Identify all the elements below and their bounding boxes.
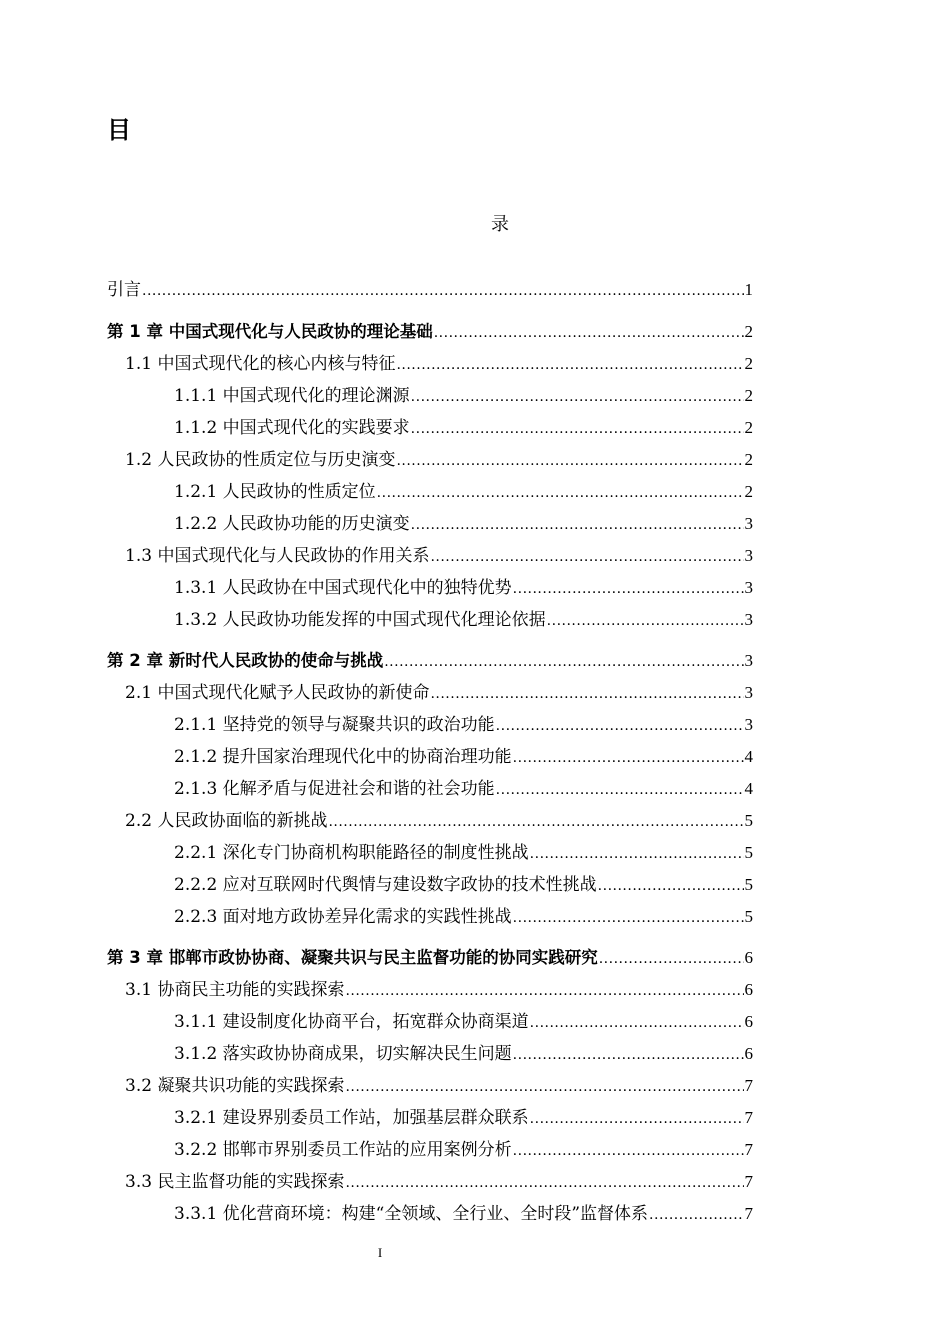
dot-leader	[496, 713, 744, 739]
toc-entry-title: 1.2.2 人民政协功能的历史演变	[174, 514, 410, 534]
toc-entry-page-number: 7	[744, 1204, 753, 1223]
toc-entry[interactable]	[107, 1041, 753, 1067]
toc-entry[interactable]	[107, 977, 753, 1003]
toc-entry-title: 2.1.1 坚持党的领导与凝聚共识的政治功能	[174, 715, 495, 735]
dot-leader	[411, 384, 744, 410]
dot-leader	[411, 512, 744, 538]
dot-leader	[513, 1042, 744, 1068]
dot-leader	[345, 1074, 743, 1100]
dot-leader	[513, 745, 744, 771]
toc-entry-page-number: 2	[744, 418, 753, 437]
toc-entry[interactable]	[107, 607, 753, 633]
toc-entry-page-number: 6	[744, 980, 753, 999]
toc-entry-page-number: 5	[744, 907, 753, 926]
dot-leader	[396, 352, 743, 378]
toc-entry-page-number: 7	[744, 1172, 753, 1191]
dot-leader	[513, 1138, 744, 1164]
toc-entry-page-number: 5	[744, 843, 753, 862]
toc-entry[interactable]	[107, 840, 753, 866]
toc-entry-title: 3.2 凝聚共识功能的实践探索	[125, 1076, 345, 1096]
toc-entry-title: 1.1.1 中国式现代化的理论渊源	[174, 386, 410, 406]
toc-entry-page-number: 2	[744, 482, 753, 501]
toc-entry-page-number: 7	[744, 1076, 753, 1095]
toc-entry-page-number: 3	[744, 715, 753, 734]
dot-leader	[599, 946, 744, 972]
toc-entry-title: 3.1 协商民主功能的实践探索	[125, 980, 345, 1000]
toc-entry[interactable]	[107, 277, 753, 303]
dot-leader	[384, 649, 743, 675]
dot-leader	[530, 1010, 744, 1036]
dot-leader	[598, 873, 744, 899]
toc-entry[interactable]	[107, 543, 753, 569]
toc-entry-page-number: 5	[744, 811, 753, 830]
toc-entry[interactable]	[107, 1073, 753, 1099]
dot-leader	[377, 480, 744, 506]
toc-entry[interactable]	[107, 1009, 753, 1035]
toc-entry-page-number: 2	[744, 386, 753, 405]
toc-entry-page-number: 3	[744, 578, 753, 597]
dot-leader	[547, 608, 744, 634]
dot-leader	[328, 809, 743, 835]
toc-entry[interactable]	[107, 1169, 753, 1195]
toc-entry[interactable]	[107, 808, 753, 834]
toc-entry-page-number: 2	[744, 354, 753, 373]
toc-entry-page-number: 5	[744, 875, 753, 894]
toc-entry-title: 3.3 民主监督功能的实践探索	[125, 1172, 345, 1192]
dot-leader	[430, 544, 743, 570]
toc-entry-title: 2.2.3 面对地方政协差异化需求的实践性挑战	[174, 907, 512, 927]
toc-title-first-char: 目	[107, 116, 131, 144]
toc-entry-page-number: 3	[744, 514, 753, 533]
toc-entry[interactable]	[107, 511, 753, 537]
toc-entry[interactable]	[107, 575, 753, 601]
toc-entry[interactable]	[107, 712, 753, 738]
toc-entry-title: 3.2.2 邯郸市界别委员工作站的应用案例分析	[174, 1140, 512, 1160]
toc-entry[interactable]	[107, 351, 753, 377]
toc-entry-page-number: 3	[744, 651, 753, 670]
toc-entry[interactable]	[107, 744, 753, 770]
dot-leader	[530, 1106, 744, 1132]
toc-entry-title: 2.1 中国式现代化赋予人民政协的新使命	[125, 683, 430, 703]
toc-entry-title: 1.2.1 人民政协的性质定位	[174, 482, 376, 502]
toc-entry[interactable]	[107, 447, 753, 473]
page-number-footer: I	[377, 1245, 383, 1260]
toc-entry-title: 1.1 中国式现代化的核心内核与特征	[125, 354, 396, 374]
toc-entry-title: 1.3.2 人民政协功能发挥的中国式现代化理论依据	[174, 610, 546, 630]
toc-entry-title: 3.2.1 建设界别委员工作站，加强基层群众联系	[174, 1108, 529, 1128]
toc-entry-title: 2.2 人民政协面临的新挑战	[125, 811, 328, 831]
dot-leader	[430, 681, 743, 707]
toc-entry[interactable]	[107, 479, 753, 505]
toc-entry[interactable]	[107, 383, 753, 409]
toc-entry-title: 3.3.1 优化营商环境：构建“全领域、全行业、全时段”监督体系	[174, 1204, 649, 1224]
toc-entry-title: 1.3 中国式现代化与人民政协的作用关系	[125, 546, 430, 566]
toc-entry-page-number: 2	[744, 322, 753, 341]
toc-entry[interactable]	[107, 415, 753, 441]
toc-entry-title: 3.1.1 建设制度化协商平台，拓宽群众协商渠道	[174, 1012, 529, 1032]
dot-leader	[142, 278, 744, 304]
toc-entry-title: 第 2 章 新时代人民政协的使命与挑战	[107, 651, 384, 670]
dot-leader	[513, 905, 744, 931]
toc-entry-title: 引言	[107, 280, 141, 300]
toc-entry-page-number: 3	[744, 546, 753, 565]
toc-entry-title: 2.1.3 化解矛盾与促进社会和谐的社会功能	[174, 779, 495, 799]
toc-entry-page-number: 1	[744, 280, 753, 299]
toc-entry[interactable]	[107, 904, 753, 930]
toc-entry[interactable]	[107, 1201, 753, 1227]
toc-entry-title: 2.2.1 深化专门协商机构职能路径的制度性挑战	[174, 843, 529, 863]
dot-leader	[345, 1170, 743, 1196]
toc-entry-page-number: 2	[744, 450, 753, 469]
toc-entry-title: 2.2.2 应对互联网时代舆情与建设数字政协的技术性挑战	[174, 875, 597, 895]
dot-leader	[434, 320, 744, 346]
toc-entry-page-number: 3	[744, 683, 753, 702]
toc-title-second-char: 录	[491, 214, 509, 235]
toc-entry-title: 1.3.1 人民政协在中国式现代化中的独特优势	[174, 578, 512, 598]
toc-entry-page-number: 7	[744, 1108, 753, 1127]
dot-leader	[411, 416, 744, 442]
toc-entry[interactable]	[107, 776, 753, 802]
dot-leader	[649, 1202, 743, 1228]
toc-entry[interactable]	[107, 945, 753, 971]
toc-entry[interactable]	[107, 648, 753, 674]
dot-leader	[513, 576, 744, 602]
toc-entry-title: 第 1 章 中国式现代化与人民政协的理论基础	[107, 322, 433, 341]
toc-entry-page-number: 6	[744, 1012, 753, 1031]
toc-entry[interactable]	[107, 872, 753, 898]
dot-leader	[396, 448, 743, 474]
toc-entry-title: 1.2 人民政协的性质定位与历史演变	[125, 450, 396, 470]
toc-entry-page-number: 7	[744, 1140, 753, 1159]
toc-entry-page-number: 4	[744, 747, 753, 766]
toc-entry[interactable]	[107, 680, 753, 706]
dot-leader	[496, 777, 744, 803]
toc-entry-page-number: 6	[744, 1044, 753, 1063]
toc-entry-page-number: 4	[744, 779, 753, 798]
toc-entry[interactable]	[107, 1137, 753, 1163]
dot-leader	[530, 841, 744, 867]
toc-entry-title: 2.1.2 提升国家治理现代化中的协商治理功能	[174, 747, 512, 767]
toc-entry[interactable]	[107, 1105, 753, 1131]
toc-entry-title: 3.1.2 落实政协协商成果，切实解决民生问题	[174, 1044, 512, 1064]
toc-entry-title: 第 3 章 邯郸市政协协商、凝聚共识与民主监督功能的协同实践研究	[107, 948, 598, 967]
dot-leader	[345, 978, 743, 1004]
toc-entry[interactable]	[107, 319, 753, 345]
toc-entry-page-number: 6	[744, 948, 753, 967]
toc-entry-title: 1.1.2 中国式现代化的实践要求	[174, 418, 410, 438]
toc-entry-page-number: 3	[744, 610, 753, 629]
